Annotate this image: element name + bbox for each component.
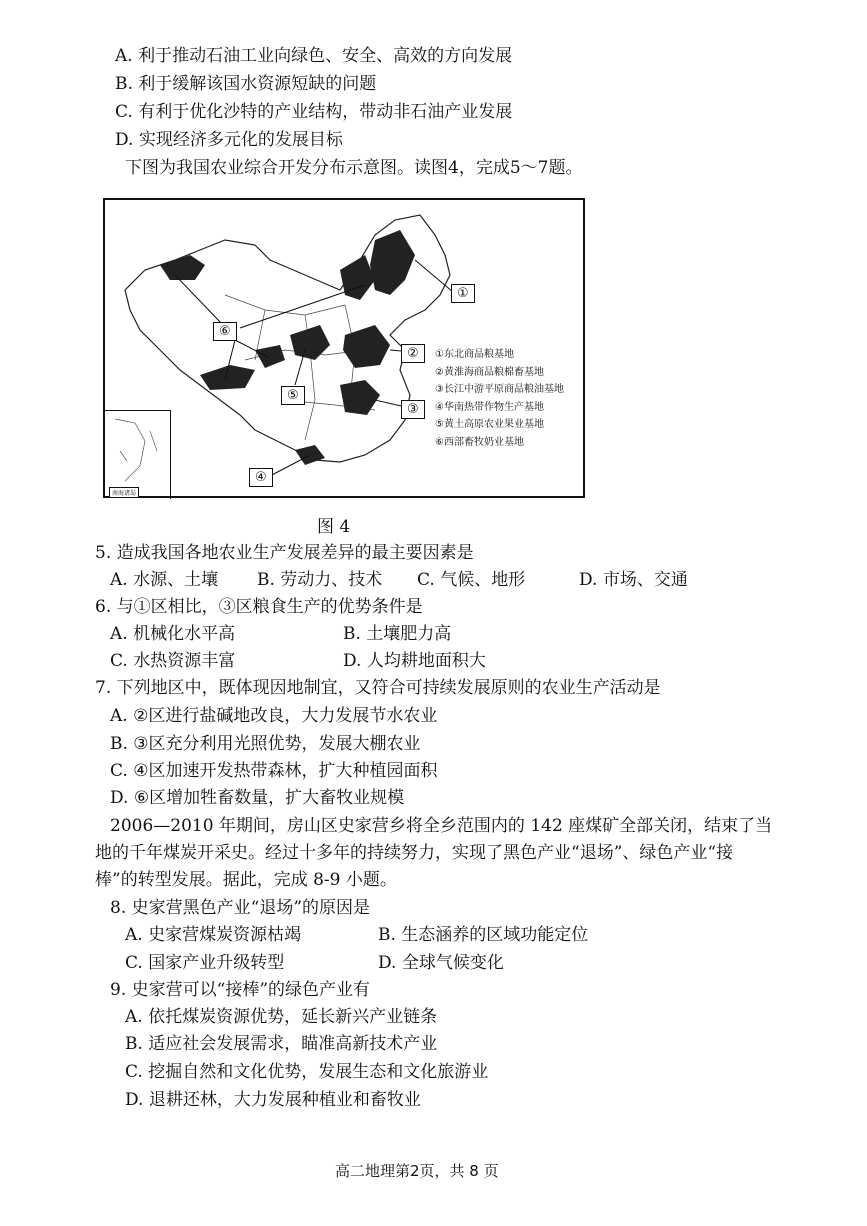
legend-item-1: ①东北商品粮基地 <box>435 349 514 360</box>
passage-line-3: 棒”的转型发展。据此，完成 8-9 小题。 <box>95 870 397 890</box>
region-6-inner-mongolia <box>340 255 375 300</box>
region-2-huanghuai <box>343 325 390 368</box>
passage-line-1: 2006—2010 年期间，房山区史家营乡将全乡范围内的 142 座煤矿全部关闭，结束了当 <box>110 816 773 836</box>
region-6-north-west <box>160 255 205 280</box>
agriculture-map <box>103 198 585 498</box>
legend-item-3: ③长江中游平原商品粮油基地 <box>435 384 564 396</box>
q8-option-b: B. 生态涵养的区域功能定位 <box>378 925 589 945</box>
page-footer: 高二地理第2页，共 8 页 <box>335 1162 499 1180</box>
passage-line-2: 地的千年煤炭开采史。经过十多年的持续努力，实现了黑色产业“退场”、绿色产业“接 <box>95 843 734 863</box>
q7-option-b: B. ③区充分利用光照优势，发展大棚农业 <box>110 734 421 754</box>
q5-option-d: D. 市场、交通 <box>579 570 688 590</box>
q8-option-d: D. 全球气候变化 <box>378 953 504 973</box>
q6-option-d: D. 人均耕地面积大 <box>343 651 486 671</box>
q7-stem: 7. 下列地区中，既体现因地制宜，又符合可持续发展原则的农业生产活动是 <box>95 678 661 698</box>
map-legend <box>435 346 564 452</box>
option-prev-a: A. 利于推动石油工业向绿色、安全、高效的方向发展 <box>115 46 513 66</box>
inset-label: 南海诸岛 <box>109 487 139 498</box>
legend-item-2: ②黄淮海商品粮棉畜基地 <box>435 366 544 378</box>
q5-option-c: C. 气候、地形 <box>417 570 526 590</box>
south-china-sea-inset <box>105 410 171 499</box>
map-intro: 下图为我国农业综合开发分布示意图。读图4，完成5～7题。 <box>125 158 583 178</box>
q6-option-c: C. 水热资源丰富 <box>110 651 236 671</box>
q9-option-c: C. 挖掘自然和文化优势，发展生态和文化旅游业 <box>125 1062 489 1082</box>
q6-option-b: B. 土壤肥力高 <box>343 624 452 644</box>
q6-stem: 6. 与①区相比，③区粮食生产的优势条件是 <box>95 597 423 617</box>
callout-5: ⑤ <box>281 386 305 405</box>
q8-option-c: C. 国家产业升级转型 <box>125 953 285 973</box>
option-prev-b: B. 利于缓解该国水资源短缺的问题 <box>115 74 377 94</box>
q8-stem: 8. 史家营黑色产业“退场”的原因是 <box>110 898 371 918</box>
legend-item-6: ⑥西部畜牧奶业基地 <box>435 436 524 448</box>
q7-option-c: C. ④区加速开发热带森林，扩大种植园面积 <box>110 761 438 781</box>
callout-3: ③ <box>401 400 425 419</box>
q9-option-d: D. 退耕还林，大力发展种植业和畜牧业 <box>125 1090 421 1110</box>
callout-4: ④ <box>249 468 273 487</box>
q6-option-a: A. 机械化水平高 <box>110 624 236 644</box>
q9-stem: 9. 史家营可以“接棒”的绿色产业有 <box>110 980 371 1000</box>
option-prev-c: C. 有利于优化沙特的产业结构，带动非石油产业发展 <box>115 102 513 122</box>
legend-item-5: ⑤黄土高原农业果业基地 <box>435 419 544 431</box>
region-1-northeast <box>370 230 415 295</box>
figure-caption: 图 4 <box>317 517 351 537</box>
q9-option-a: A. 依托煤炭资源优势，延长新兴产业链条 <box>125 1007 438 1027</box>
callout-1: ① <box>451 284 475 303</box>
q5-option-a: A. 水源、土壤 <box>110 570 219 590</box>
callout-2: ② <box>401 344 425 363</box>
region-6-tibet-east <box>255 345 285 368</box>
q7-option-a: A. ②区进行盐碱地改良，大力发展节水农业 <box>110 706 438 726</box>
legend-item-4: ④华南热带作物生产基地 <box>435 401 544 413</box>
q8-option-a: A. 史家营煤炭资源枯竭 <box>125 925 302 945</box>
option-prev-d: D. 实现经济多元化的发展目标 <box>115 130 343 150</box>
q9-option-b: B. 适应社会发展需求，瞄准高新技术产业 <box>125 1034 438 1054</box>
q7-option-d: D. ⑥区增加牲畜数量，扩大畜牧业规模 <box>110 788 405 808</box>
q5-stem: 5. 造成我国各地农业生产发展差异的最主要因素是 <box>95 543 474 563</box>
q5-option-b: B. 劳动力、技术 <box>257 570 383 590</box>
callout-6: ⑥ <box>213 322 237 341</box>
